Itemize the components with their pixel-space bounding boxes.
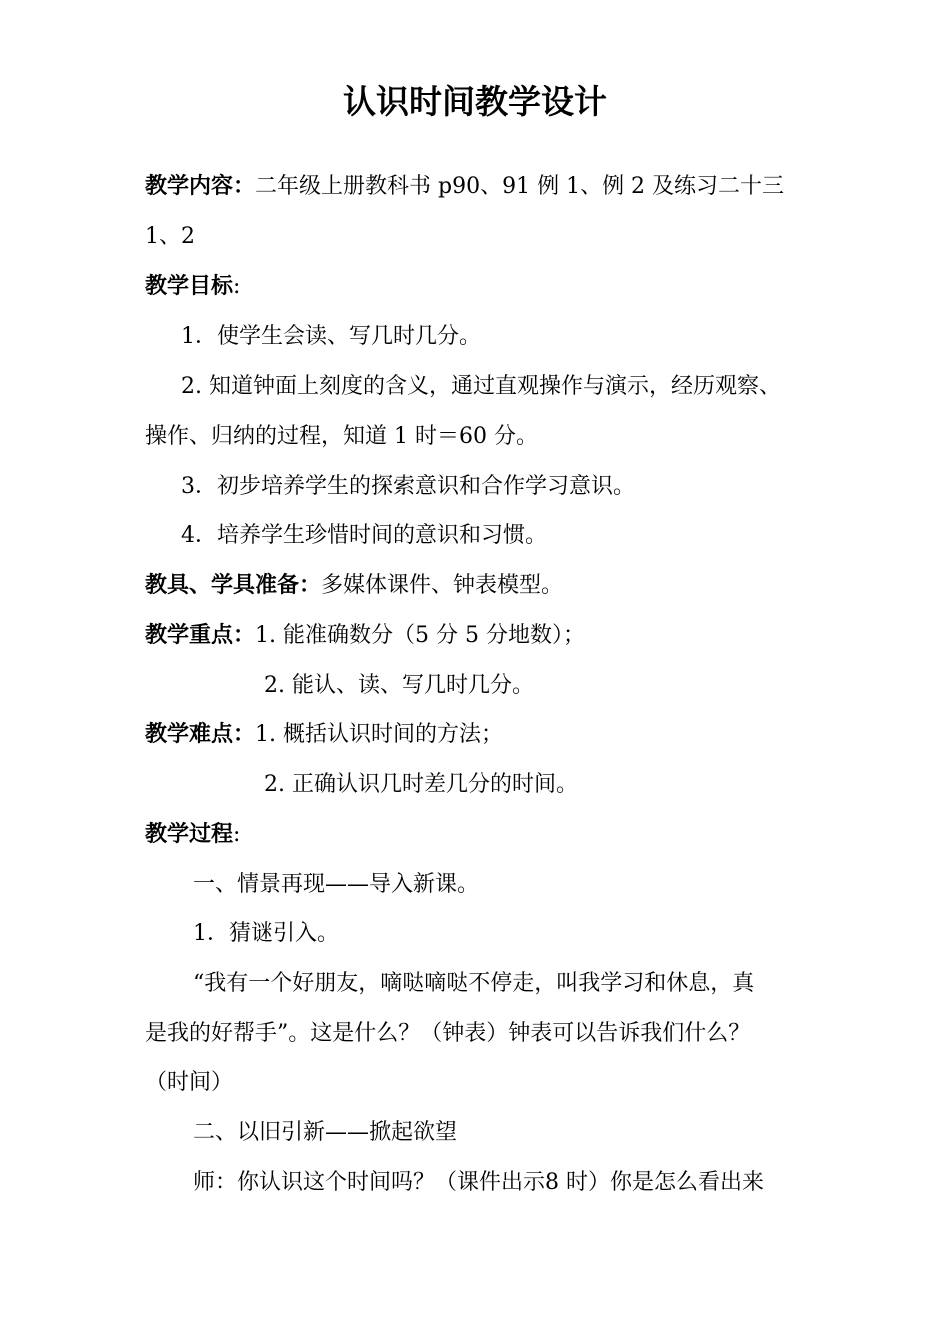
process-heading	[145, 820, 240, 850]
key-point-1: 1. 能准确数分（5 分 5 分地数）；	[255, 623, 585, 648]
riddle-line-3: （时间）	[145, 1070, 234, 1095]
content-text: 二年级上册教科书 p90、91 例 1、例 2 及练习二十三	[255, 174, 785, 199]
objective-item-2: 2. 知道钟面上刻度的含义，通过直观操作与演示，经历观察、	[181, 374, 781, 399]
objective-item-1: 1．使学生会读、写几时几分。	[181, 324, 481, 349]
process-colon: :	[233, 822, 241, 847]
process-label: 教学过程	[145, 822, 234, 847]
content-line-1	[145, 172, 784, 202]
objectives-label: 教学目标	[145, 274, 234, 299]
content-line-2: 1、2	[145, 224, 195, 249]
tools-label: 教具、学具准备：	[145, 573, 322, 598]
objective-item-2-cont: 操作、归纳的过程，知道 1 时＝60 分。	[145, 424, 538, 449]
riddle-line-1: “我有一个好朋友，嘀哒嘀哒不停走，叫我学习和休息，真	[193, 971, 755, 996]
tools-line	[145, 571, 563, 601]
key-points-label: 教学重点：	[145, 623, 256, 648]
objective-item-3: 3．初步培养学生的探索意识和合作学习意识。	[181, 474, 635, 499]
process-step-1: 1．猜谜引入。	[193, 921, 339, 946]
difficulty-2: 2. 正确认识几时差几分的时间。	[264, 772, 578, 797]
difficulties-label: 教学难点：	[145, 722, 256, 747]
tools-text: 多媒体课件、钟表模型。	[321, 573, 564, 598]
difficulty-1: 1. 概括认识时间的方法；	[255, 722, 503, 747]
process-section-1: 一、情景再现——导入新课。	[193, 872, 480, 897]
process-section-2: 二、以旧引新——掀起欲望	[193, 1120, 458, 1145]
difficulties-line-1	[145, 720, 503, 750]
key-point-2: 2. 能认、读、写几时几分。	[264, 673, 534, 698]
teacher-line: 师：你认识这个时间吗？（课件出示8 时）你是怎么看出来	[193, 1170, 764, 1195]
key-points-line-1	[145, 621, 585, 651]
objectives-colon: :	[233, 274, 241, 299]
content-label: 教学内容：	[145, 174, 256, 199]
riddle-line-2: 是我的好帮手”。这是什么？（钟表）钟表可以告诉我们什么？	[145, 1021, 751, 1046]
page-title: 认识时间教学设计	[343, 82, 607, 121]
objectives-heading	[145, 272, 240, 302]
objective-item-4: 4．培养学生珍惜时间的意识和习惯。	[181, 523, 547, 548]
